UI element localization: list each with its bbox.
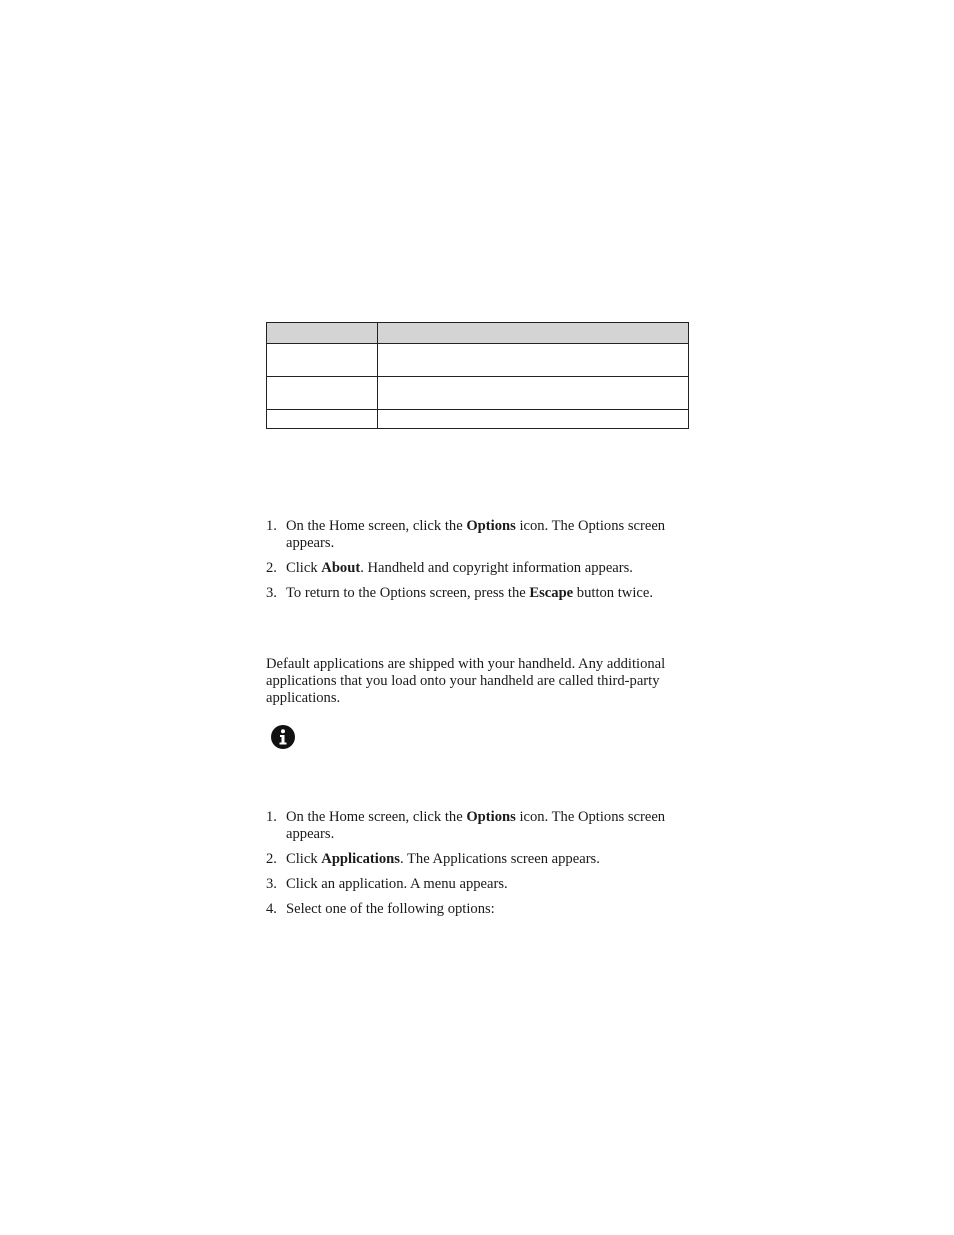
list-item — [266, 560, 690, 577]
table-cell — [378, 377, 689, 410]
step-number: 3. — [266, 585, 277, 601]
list-item — [266, 585, 690, 602]
step-number: 2. — [266, 851, 277, 867]
table-header-cell — [378, 323, 689, 344]
list-item — [266, 518, 690, 552]
step-text: On the Home screen, click the — [286, 518, 467, 534]
table-header-row — [267, 323, 689, 344]
step-text: icon. The Options screen appears. — [286, 809, 666, 842]
table-cell — [267, 344, 378, 377]
table-cell — [378, 344, 689, 377]
step-number: 3. — [266, 876, 277, 892]
step-text: . The Applications screen appears. — [399, 851, 600, 867]
table-row — [267, 410, 689, 429]
info-icon — [270, 724, 296, 750]
list-item — [266, 809, 690, 843]
table-row — [267, 344, 689, 377]
body-paragraph: Default applications are shipped with your handheld. Any additional applications that you load onto your handheld are called third-party applications. — [266, 656, 666, 706]
step-keyword: Escape — [529, 585, 574, 601]
step-keyword: Options — [466, 809, 516, 825]
step-number: 2. — [266, 560, 277, 576]
step-text: Click — [286, 851, 322, 867]
step-text: To return to the Options screen, press the — [286, 585, 530, 601]
step-number: 1. — [266, 518, 277, 534]
step-text: . Handheld and copyright information appears. — [360, 560, 633, 576]
table-row — [267, 377, 689, 410]
table-cell — [267, 410, 378, 429]
step-number: 1. — [266, 809, 277, 825]
step-text: On the Home screen, click the — [286, 809, 467, 825]
step-text: button twice. — [573, 585, 654, 601]
step-text: Click an application. A menu appears. — [286, 876, 508, 892]
applications-steps-list — [266, 809, 690, 926]
table-header-cell — [267, 323, 378, 344]
step-text: icon. The Options screen appears. — [286, 518, 666, 551]
list-item — [266, 876, 690, 893]
table-cell — [267, 377, 378, 410]
step-text: Select one of the following options: — [286, 901, 495, 917]
about-steps-list — [266, 518, 690, 610]
step-keyword: Options — [466, 518, 516, 534]
list-item — [266, 901, 690, 918]
step-text: Click — [286, 560, 322, 576]
step-keyword: Applications — [321, 851, 400, 867]
table-cell — [378, 410, 689, 429]
info-table — [266, 322, 689, 429]
step-keyword: About — [321, 560, 361, 576]
step-number: 4. — [266, 901, 277, 917]
list-item — [266, 851, 690, 868]
